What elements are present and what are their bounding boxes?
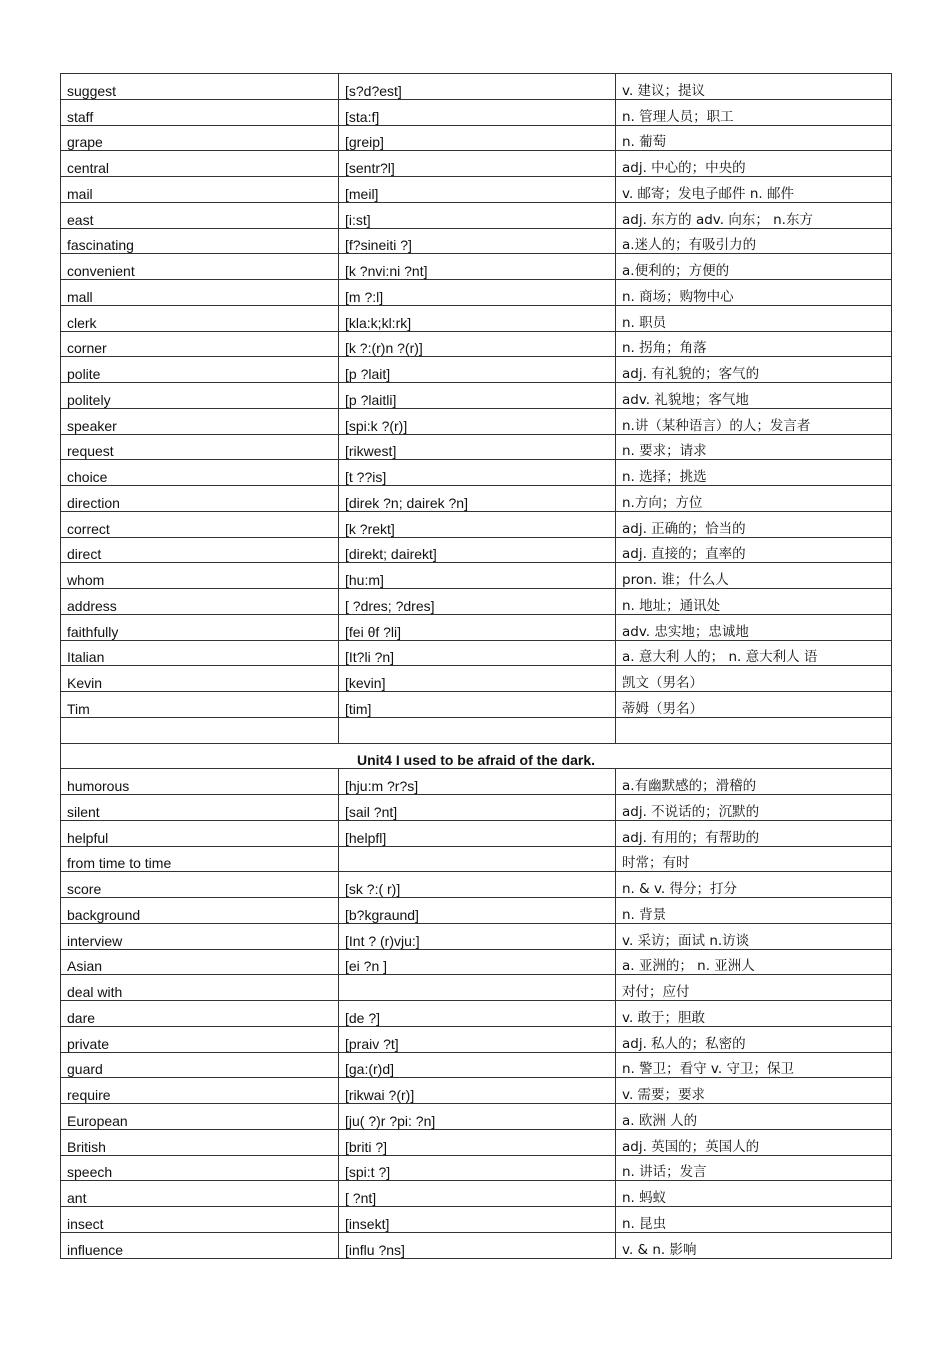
vocab-meaning: adj. 中心的；中央的 (616, 151, 892, 177)
vocab-meaning: 对付；应付 (616, 975, 892, 1001)
vocab-word: speaker (61, 408, 339, 434)
vocab-word: influence (61, 1232, 339, 1258)
vocabulary-table (60, 73, 892, 1259)
vocab-word: convenient (61, 254, 339, 280)
vocab-phonetic: [fei θf ?li] (339, 614, 616, 640)
vocab-row (61, 1052, 892, 1078)
vocab-phonetic (339, 717, 616, 743)
vocab-row (61, 357, 892, 383)
vocab-row (61, 563, 892, 589)
vocab-phonetic: [ ?dres; ?dres] (339, 589, 616, 615)
vocab-meaning: adj. 直接的；直率的 (616, 537, 892, 563)
vocab-phonetic: [It?li ?n] (339, 640, 616, 666)
vocab-phonetic: [ ?nt] (339, 1181, 616, 1207)
vocab-phonetic: [ei ?n ] (339, 949, 616, 975)
vocab-phonetic: [rikwest] (339, 434, 616, 460)
vocab-meaning: adj. 正确的；恰当的 (616, 511, 892, 537)
vocab-row (61, 820, 892, 846)
vocab-meaning: n. 背景 (616, 898, 892, 924)
vocab-meaning: n. 昆虫 (616, 1207, 892, 1233)
vocab-phonetic: [hju:m ?r?s] (339, 769, 616, 795)
vocab-meaning: adj. 私人的；私密的 (616, 1026, 892, 1052)
vocab-row (61, 228, 892, 254)
vocab-phonetic: [sail ?nt] (339, 795, 616, 821)
vocab-phonetic: [tim] (339, 692, 616, 718)
vocab-word: background (61, 898, 339, 924)
vocab-word: Asian (61, 949, 339, 975)
vocab-phonetic: [meil] (339, 177, 616, 203)
vocab-meaning: v. 需要；要求 (616, 1078, 892, 1104)
vocab-phonetic: [f?sineiti ?] (339, 228, 616, 254)
vocab-row (61, 151, 892, 177)
vocab-meaning: n. 讲话；发言 (616, 1155, 892, 1181)
vocab-meaning: v. 邮寄；发电子邮件 n. 邮件 (616, 177, 892, 203)
vocab-phonetic: [direkt; dairekt] (339, 537, 616, 563)
vocab-row (61, 486, 892, 512)
vocab-phonetic: [p ?laitli] (339, 383, 616, 409)
vocab-phonetic: [insekt] (339, 1207, 616, 1233)
vocab-word: suggest (61, 74, 339, 100)
vocab-phonetic: [influ ?ns] (339, 1232, 616, 1258)
vocab-word: mail (61, 177, 339, 203)
vocab-row (61, 666, 892, 692)
vocab-word: address (61, 589, 339, 615)
vocab-meaning: a. 意大利 人的； n. 意大利人 语 (616, 640, 892, 666)
vocab-row (61, 254, 892, 280)
vocab-phonetic: [kla:k;kl:rk] (339, 305, 616, 331)
vocabulary-section-1 (61, 74, 892, 744)
vocab-word: east (61, 202, 339, 228)
vocab-row (61, 511, 892, 537)
vocab-meaning: n. 职员 (616, 305, 892, 331)
vocab-meaning (616, 717, 892, 743)
vocab-word: speech (61, 1155, 339, 1181)
vocab-meaning: adj. 有用的；有帮助的 (616, 820, 892, 846)
vocab-phonetic: [direk ?n; dairek ?n] (339, 486, 616, 512)
vocab-phonetic: [m ?:l] (339, 280, 616, 306)
vocabulary-section-2 (61, 769, 892, 1258)
vocab-phonetic: [briti ?] (339, 1129, 616, 1155)
vocab-meaning: n. 葡萄 (616, 125, 892, 151)
vocab-word: Tim (61, 692, 339, 718)
vocab-row (61, 99, 892, 125)
vocab-phonetic: [rikwai ?(r)] (339, 1078, 616, 1104)
vocab-word: score (61, 872, 339, 898)
vocab-meaning: v. 敢于；胆敢 (616, 1001, 892, 1027)
vocab-phonetic: [praiv ?t] (339, 1026, 616, 1052)
vocab-word: faithfully (61, 614, 339, 640)
vocab-row (61, 537, 892, 563)
vocab-phonetic: [spi:k ?(r)] (339, 408, 616, 434)
vocab-meaning: n. & v. 得分；打分 (616, 872, 892, 898)
vocab-meaning: v. & n. 影响 (616, 1232, 892, 1258)
vocab-meaning: n.方向；方位 (616, 486, 892, 512)
vocab-meaning: a.便利的；方便的 (616, 254, 892, 280)
vocab-phonetic: [sentr?l] (339, 151, 616, 177)
vocab-meaning: n. 警卫；看守 v. 守卫；保卫 (616, 1052, 892, 1078)
vocab-meaning: adj. 有礼貌的；客气的 (616, 357, 892, 383)
vocab-word: fascinating (61, 228, 339, 254)
vocab-phonetic: [spi:t ?] (339, 1155, 616, 1181)
vocab-phonetic: [s?d?est] (339, 74, 616, 100)
vocab-phonetic: [de ?] (339, 1001, 616, 1027)
vocab-row (61, 1104, 892, 1130)
vocab-row (61, 177, 892, 203)
vocab-word: direct (61, 537, 339, 563)
vocab-meaning: n. 地址；通讯处 (616, 589, 892, 615)
vocab-phonetic: [greip] (339, 125, 616, 151)
vocab-meaning: a.有幽默感的；滑稽的 (616, 769, 892, 795)
vocab-row (61, 1155, 892, 1181)
vocab-meaning: adj. 东方的 adv. 向东； n.东方 (616, 202, 892, 228)
vocab-row (61, 125, 892, 151)
vocab-row (61, 383, 892, 409)
vocab-row (61, 74, 892, 100)
vocab-word: central (61, 151, 339, 177)
vocab-meaning: n. 管理人员；职工 (616, 99, 892, 125)
vocab-meaning: v. 建议；提议 (616, 74, 892, 100)
vocab-row (61, 280, 892, 306)
vocab-phonetic: [helpfl] (339, 820, 616, 846)
unit-heading-row (61, 743, 892, 769)
vocab-word: staff (61, 99, 339, 125)
vocab-row (61, 898, 892, 924)
vocab-word: silent (61, 795, 339, 821)
vocab-meaning: adv. 忠实地；忠诚地 (616, 614, 892, 640)
vocab-row (61, 923, 892, 949)
vocab-row (61, 1129, 892, 1155)
vocab-meaning: n. 蚂蚁 (616, 1181, 892, 1207)
vocab-word: require (61, 1078, 339, 1104)
vocab-row (61, 769, 892, 795)
vocab-row (61, 717, 892, 743)
vocab-meaning: adv. 礼貌地；客气地 (616, 383, 892, 409)
vocab-row (61, 1026, 892, 1052)
vocab-phonetic: [k ?nvi:ni ?nt] (339, 254, 616, 280)
vocab-row (61, 408, 892, 434)
vocab-meaning: 凯文（男名） (616, 666, 892, 692)
vocab-meaning: n. 要求；请求 (616, 434, 892, 460)
vocab-meaning: a. 亚洲的； n. 亚洲人 (616, 949, 892, 975)
vocab-word: private (61, 1026, 339, 1052)
vocab-row (61, 949, 892, 975)
vocab-phonetic: [hu:m] (339, 563, 616, 589)
vocab-word: from time to time (61, 846, 339, 872)
unit-heading: Unit4 I used to be afraid of the dark. (61, 743, 892, 769)
vocab-phonetic (339, 846, 616, 872)
vocab-row (61, 1001, 892, 1027)
vocab-word: helpful (61, 820, 339, 846)
vocab-meaning: a.迷人的；有吸引力的 (616, 228, 892, 254)
vocab-word: guard (61, 1052, 339, 1078)
vocab-meaning: n. 选择；挑选 (616, 460, 892, 486)
vocab-meaning: 蒂姆（男名） (616, 692, 892, 718)
vocab-word: humorous (61, 769, 339, 795)
vocab-word (61, 717, 339, 743)
vocab-word: grape (61, 125, 339, 151)
vocab-word: corner (61, 331, 339, 357)
vocab-word: interview (61, 923, 339, 949)
vocab-row (61, 460, 892, 486)
vocab-word: clerk (61, 305, 339, 331)
vocab-phonetic: [i:st] (339, 202, 616, 228)
vocab-meaning: v. 采访；面试 n.访谈 (616, 923, 892, 949)
vocab-word: choice (61, 460, 339, 486)
vocab-word: politely (61, 383, 339, 409)
vocab-meaning: n. 拐角；角落 (616, 331, 892, 357)
vocab-row (61, 331, 892, 357)
vocab-word: mall (61, 280, 339, 306)
vocab-phonetic: [k ?:(r)n ?(r)] (339, 331, 616, 357)
vocab-row (61, 1181, 892, 1207)
vocab-word: insect (61, 1207, 339, 1233)
vocab-meaning: 时常；有时 (616, 846, 892, 872)
vocab-word: ant (61, 1181, 339, 1207)
vocab-meaning: n.讲（某种语言）的人；发言者 (616, 408, 892, 434)
vocab-meaning: adj. 英国的；英国人的 (616, 1129, 892, 1155)
vocab-word: direction (61, 486, 339, 512)
vocab-phonetic: [k ?rekt] (339, 511, 616, 537)
vocab-phonetic: [sta:f] (339, 99, 616, 125)
vocab-phonetic (339, 975, 616, 1001)
vocab-word: whom (61, 563, 339, 589)
vocab-word: correct (61, 511, 339, 537)
vocab-word: dare (61, 1001, 339, 1027)
vocab-row (61, 795, 892, 821)
vocab-row (61, 1207, 892, 1233)
vocab-phonetic: [Int ? (r)vju:] (339, 923, 616, 949)
vocab-phonetic: [t ??is] (339, 460, 616, 486)
unit-heading-section (61, 743, 892, 769)
vocab-word: Kevin (61, 666, 339, 692)
vocab-meaning: adj. 不说话的；沉默的 (616, 795, 892, 821)
vocab-meaning: a. 欧洲 人的 (616, 1104, 892, 1130)
vocab-row (61, 975, 892, 1001)
vocab-row (61, 640, 892, 666)
vocab-row (61, 614, 892, 640)
vocab-word: deal with (61, 975, 339, 1001)
vocab-phonetic: [ju( ?)r ?pi: ?n] (339, 1104, 616, 1130)
vocab-phonetic: [kevin] (339, 666, 616, 692)
vocab-phonetic: [b?kgraund] (339, 898, 616, 924)
vocab-row (61, 305, 892, 331)
vocab-word: request (61, 434, 339, 460)
vocab-word: polite (61, 357, 339, 383)
vocab-phonetic: [sk ?:( r)] (339, 872, 616, 898)
vocab-row (61, 692, 892, 718)
vocab-row (61, 589, 892, 615)
vocab-row (61, 434, 892, 460)
vocab-row (61, 1232, 892, 1258)
vocab-row (61, 872, 892, 898)
vocab-meaning: n. 商场；购物中心 (616, 280, 892, 306)
vocab-row (61, 846, 892, 872)
vocab-meaning: pron. 谁；什么人 (616, 563, 892, 589)
vocab-phonetic: [p ?lait] (339, 357, 616, 383)
vocab-word: British (61, 1129, 339, 1155)
vocab-word: Italian (61, 640, 339, 666)
vocab-row (61, 202, 892, 228)
vocab-word: European (61, 1104, 339, 1130)
vocab-row (61, 1078, 892, 1104)
vocab-phonetic: [ga:(r)d] (339, 1052, 616, 1078)
